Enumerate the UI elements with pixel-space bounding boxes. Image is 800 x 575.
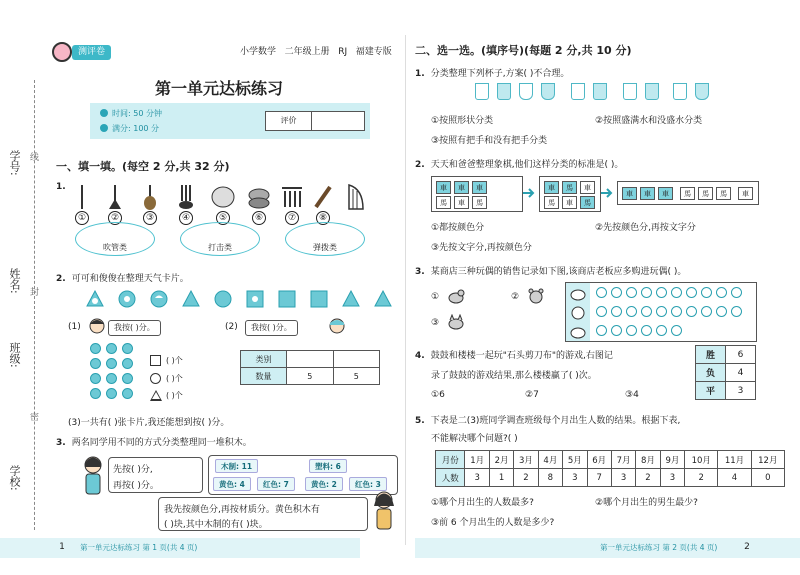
- stat-plastic-red: 红色: 3: [349, 477, 387, 491]
- cup-1-icon: [475, 83, 489, 100]
- group-percussion[interactable]: 打击类: [180, 222, 260, 256]
- q3-bubble1-line2: 再按( )分。: [113, 481, 159, 491]
- guzheng-icon: [312, 183, 334, 211]
- rq5-line2: 不能解决哪个问题?( ): [431, 434, 518, 444]
- instrument-num-5: ⑤: [216, 211, 230, 225]
- chess-tag: 馬: [698, 187, 713, 200]
- q3-text: 3. 两名同学用不同的方式分类整理同一堆积木。: [56, 438, 252, 448]
- sun-card-triangle-2-icon: [342, 290, 360, 308]
- q2-part2-label: (2): [225, 322, 238, 332]
- rq1-opt1[interactable]: ①按照形状分类: [431, 116, 494, 126]
- circle-count[interactable]: ( )个: [166, 374, 183, 383]
- month-cell: 4月: [538, 451, 562, 469]
- pictograph-bear-icon: [569, 304, 587, 320]
- chess-tag: 馬: [562, 181, 577, 194]
- cup-3-icon: [519, 83, 533, 100]
- info-box: [90, 103, 370, 139]
- table-cell-cat1[interactable]: [287, 351, 334, 368]
- chess-tag: 車: [622, 187, 637, 200]
- harp-icon: [346, 183, 366, 211]
- section1-title: 一、填一填。(每空 2 分,共 32 分): [56, 160, 230, 173]
- pictograph-dog-icon: [569, 285, 587, 301]
- star-icon: [100, 124, 108, 132]
- q3-bubble2[interactable]: [158, 497, 368, 531]
- count-cell: 1: [489, 469, 513, 487]
- q2-part1-bubble[interactable]: 我按( )分。: [108, 320, 161, 336]
- rq3-opt2[interactable]: ②: [511, 292, 520, 302]
- month-cell: 12月: [751, 451, 784, 469]
- chess-tag: 車: [454, 181, 469, 194]
- instrument-num-1: ①: [75, 211, 89, 225]
- chess-tag: 馬: [680, 187, 695, 200]
- school-label: 学校:: [8, 465, 21, 491]
- q2-part2-bubble[interactable]: 我按( )分。: [245, 320, 298, 336]
- rps-win-value: 6: [726, 346, 756, 364]
- chess-tag: 車: [580, 181, 595, 194]
- triangle-shape-icon: [150, 390, 162, 401]
- sun-card-triangle-icon: [86, 290, 104, 308]
- flute-icon: [72, 183, 92, 211]
- instrument-num-2: ②: [108, 211, 122, 225]
- square-count[interactable]: ( )个: [166, 356, 183, 365]
- rq3-opt1[interactable]: ①: [431, 292, 440, 302]
- q2-part3[interactable]: (3)一共有( )张卡片,我还能想到按( )分。: [68, 418, 230, 428]
- section2-title: 二、选一选。(填序号)(每题 2 分,共 10 分): [415, 44, 632, 57]
- page-separator: [405, 35, 406, 545]
- footer-text-right: 第一单元达标练习 第 2 页(共 4 页): [600, 543, 718, 552]
- rps-win-label: 胜: [696, 346, 726, 364]
- evaluation-box[interactable]: [265, 111, 365, 131]
- rq2-opt2[interactable]: ②先按颜色分,再按文字分: [595, 223, 696, 233]
- month-cell: 3月: [514, 451, 538, 469]
- rq2-text: 2. 天天和爸爸整理象棋,他们这样分类的标准是( )。: [415, 160, 624, 170]
- table-cell-qty2: 5: [333, 368, 380, 385]
- rps-lose-label: 负: [696, 364, 726, 382]
- month-cell: 5月: [563, 451, 587, 469]
- rain-card-square-icon: [278, 290, 296, 308]
- count-cell: 2: [685, 469, 718, 487]
- page-title: 第一单元达标练习: [155, 79, 284, 98]
- sun-card-circle-icon: [118, 290, 136, 308]
- count-cell: 4: [718, 469, 751, 487]
- count-cell: 8: [538, 469, 562, 487]
- instrument-num-3: ③: [143, 211, 157, 225]
- suona-icon: [105, 183, 125, 211]
- fold-mark: 密: [30, 413, 40, 423]
- class-label: 班级:: [8, 342, 21, 368]
- stat-plastic: 塑料: 6: [309, 459, 347, 473]
- right-page: [415, 0, 790, 575]
- student-no-label: 学号:: [8, 150, 21, 176]
- chess-tag: 馬: [580, 196, 595, 209]
- name-label: 姓名:: [8, 268, 21, 294]
- rq4-line2: 录了鼓鼓的游戏结果,那么楼楼赢了( )次。: [431, 371, 597, 381]
- cloud-card-triangle-icon: [182, 290, 200, 308]
- time-info: 时间: 50 分钟: [100, 108, 162, 119]
- cut-line-mark: 线: [30, 153, 40, 163]
- arrow-right-icon: [523, 188, 537, 198]
- month-cell: 7月: [611, 451, 635, 469]
- month-cell: 6月: [587, 451, 611, 469]
- rq4-opt2[interactable]: ②7: [525, 390, 539, 400]
- rps-lose-value: 4: [726, 364, 756, 382]
- chess-tag: 車: [738, 187, 753, 200]
- rq1-text: 1. 分类整理下列杯子,方案( )不合理。: [415, 69, 570, 79]
- q2-part1-label: (1): [68, 322, 81, 332]
- rq3-text: 3. 某商店三种玩偶的销售记录如下图,该商店老板应多购进玩偶( )。: [415, 267, 687, 277]
- table-header-category: 类别: [241, 351, 287, 368]
- rq1-opt2[interactable]: ②按照盛满水和没盛水分类: [595, 116, 703, 126]
- table-cell-qty1: 5: [287, 368, 334, 385]
- count-cell: 7: [587, 469, 611, 487]
- boy-keke-icon: [88, 318, 106, 338]
- toy-bear-icon: [527, 288, 545, 304]
- cup-5-icon: [571, 83, 585, 100]
- girl-student-2-icon: [372, 490, 396, 532]
- cup-8-icon: [645, 83, 659, 100]
- cut-line: [34, 80, 35, 530]
- rps-result-table: [695, 345, 756, 400]
- counts-label: 人数: [436, 469, 465, 487]
- rq2-opt1[interactable]: ①都按颜色分: [431, 223, 485, 233]
- wind-card-circle-icon: [214, 290, 232, 308]
- cup-9-icon: [673, 83, 687, 100]
- triangle-count[interactable]: ( )个: [166, 391, 183, 400]
- cup-10-icon: [695, 83, 709, 100]
- footer-text-left: 第一单元达标练习 第 1 页(共 4 页): [80, 543, 198, 552]
- rps-draw-value: 3: [726, 382, 756, 400]
- grade: 二年级上册: [284, 47, 330, 57]
- footer-page-num-left: 1: [59, 542, 65, 552]
- sheng-icon: [175, 183, 197, 211]
- sales-pictograph: [565, 282, 757, 342]
- cup-2-icon: [497, 83, 511, 100]
- q3-bubble2-line2: ( )块,其中木制的有( )块。: [164, 520, 268, 530]
- arrow-right-2-icon: [601, 188, 615, 198]
- chess-tag: 車: [472, 181, 487, 194]
- chess-tag: 馬: [472, 196, 487, 209]
- cup-7-icon: [623, 83, 637, 100]
- stat-wood-yellow: 黄色: 4: [213, 477, 251, 491]
- toy-dog-icon: [447, 288, 465, 304]
- q1-number: 1.: [56, 182, 66, 192]
- q3-bubble2-line1: 我先按颜色分,再按材质分。黄色积木有: [164, 505, 320, 515]
- count-cell: 3: [660, 469, 684, 487]
- instrument-num-4: ④: [179, 211, 193, 225]
- month-cell: 9月: [660, 451, 684, 469]
- rq3-opt3[interactable]: ③: [431, 318, 440, 328]
- q2-text: 2. 可可和俊俊在整理天气卡片。: [56, 274, 189, 284]
- rq5-opt2[interactable]: ②哪个月出生的男生最少?: [595, 498, 698, 508]
- count-cell: 0: [751, 469, 784, 487]
- circle-shape-icon: [150, 373, 161, 384]
- stat-plastic-yellow: 黄色: 2: [305, 477, 343, 491]
- rain-card-circle-icon: [150, 290, 168, 308]
- rq5-opt1[interactable]: ①哪个月出生的人数最多?: [431, 498, 534, 508]
- month-cell: 1月: [465, 451, 489, 469]
- instrument-num-7: ⑦: [285, 211, 299, 225]
- birth-month-table: [435, 450, 785, 487]
- girl-student-icon: [80, 455, 106, 499]
- instrument-num-8: ⑧: [316, 211, 330, 225]
- chime-icon: [280, 183, 304, 211]
- rq5-line1: 5. 下表是二(3)班同学调查班级每个月出生人数的结果。根据下表,: [415, 416, 681, 426]
- region: 福建专版: [355, 47, 392, 57]
- sun-card-square-icon: [246, 290, 264, 308]
- pictograph-cat-icon: [569, 323, 587, 339]
- rq4-opt3[interactable]: ③4: [625, 390, 639, 400]
- square-shape-icon: [150, 355, 161, 366]
- month-cell: 2月: [489, 451, 513, 469]
- rps-draw-label: 平: [696, 382, 726, 400]
- left-page: [50, 0, 400, 575]
- header-info: [240, 44, 392, 57]
- chess-tag: 車: [640, 187, 655, 200]
- drum-icon: [210, 183, 236, 211]
- mascot-icon: [52, 42, 72, 62]
- boy-junjun-icon: [328, 318, 346, 338]
- chess-tag: 車: [544, 181, 559, 194]
- rq4-opt1[interactable]: ①6: [431, 390, 445, 400]
- group-wind[interactable]: 吹管类: [75, 222, 155, 256]
- q3-bubble1-line1: 先按( )分,: [113, 465, 153, 475]
- wind-card-triangle-icon: [374, 290, 392, 308]
- rq2-opt3[interactable]: ③先按文字分,再按颜色分: [431, 243, 532, 253]
- q2-category-table: [240, 350, 380, 385]
- chess-group-a: [431, 176, 523, 212]
- chess-tag: 馬: [544, 196, 559, 209]
- group-plucked[interactable]: 弹拨类: [285, 222, 365, 256]
- month-cell: 10月: [685, 451, 718, 469]
- count-cell: 3: [465, 469, 489, 487]
- test-badge: [50, 42, 140, 62]
- pipa-icon: [140, 183, 160, 211]
- badge-label: 测评卷: [72, 45, 111, 60]
- table-header-quantity: 数量: [241, 368, 287, 385]
- count-cell: 3: [611, 469, 635, 487]
- clock-icon: [100, 109, 108, 117]
- subject: 小学数学: [240, 47, 277, 57]
- rq5-opt3[interactable]: ③前 6 个月出生的人数是多少?: [431, 518, 555, 528]
- table-cell-cat2[interactable]: [333, 351, 380, 368]
- stat-wood-red: 红色: 7: [257, 477, 295, 491]
- count-cell: 3: [563, 469, 587, 487]
- chess-tag: 車: [454, 196, 469, 209]
- stat-wood: 木制: 11: [215, 459, 258, 473]
- rq1-opt3[interactable]: ③按照有把手和没有把手分类: [431, 136, 548, 146]
- toy-cat-icon: [447, 314, 465, 330]
- chess-tag: 車: [436, 181, 451, 194]
- chess-tag: 馬: [716, 187, 731, 200]
- q3-stats-box: [208, 455, 398, 495]
- chess-group-b: [539, 176, 601, 212]
- footer-page-num-right: 2: [744, 542, 750, 552]
- binding-margin: [0, 0, 50, 575]
- cup-6-icon: [593, 83, 607, 100]
- months-label: 月份: [436, 451, 465, 469]
- evaluation-label: 评价: [266, 112, 312, 130]
- count-cell: 2: [514, 469, 538, 487]
- cymbal-icon: [247, 183, 271, 211]
- chess-group-c: [617, 181, 759, 205]
- edition: RJ: [338, 47, 348, 57]
- cup-4-icon: [541, 83, 555, 100]
- score-info: 满分: 100 分: [100, 123, 159, 134]
- rq4-line1: 4. 鼓鼓和楼楼一起玩"石头剪刀布"的游戏,右图记: [415, 351, 613, 361]
- count-cell: 2: [636, 469, 660, 487]
- instrument-num-6: ⑥: [252, 211, 266, 225]
- month-cell: 11月: [718, 451, 751, 469]
- cloud-card-square-icon: [310, 290, 328, 308]
- chess-tag: 馬: [436, 196, 451, 209]
- chess-tag: 車: [658, 187, 673, 200]
- seal-mark: 封: [30, 288, 40, 298]
- chess-tag: 車: [562, 196, 577, 209]
- q3-bubble1[interactable]: [108, 457, 203, 493]
- month-cell: 8月: [636, 451, 660, 469]
